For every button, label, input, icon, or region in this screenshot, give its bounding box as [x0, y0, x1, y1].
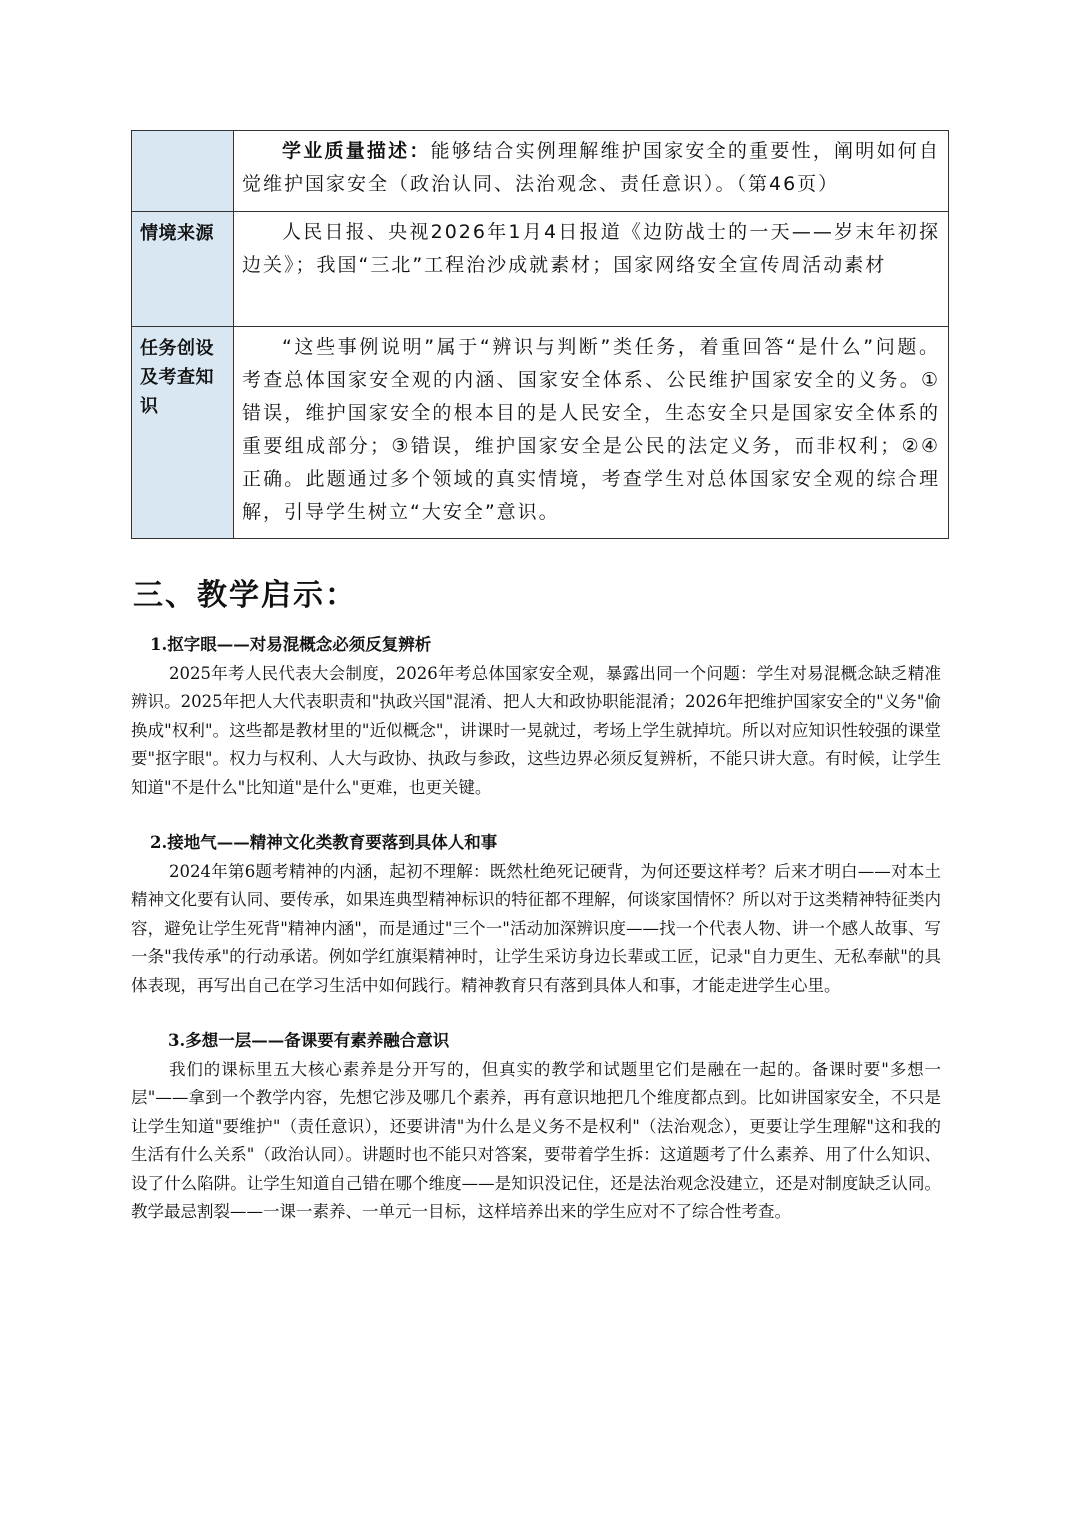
quality-description — [234, 131, 948, 201]
row-label-cell — [132, 212, 234, 327]
subsection-title: 1.抠字眼——对易混概念必须反复辨析 — [150, 635, 432, 654]
subsection-body: 2024年第6题考精神的内涵，起初不理解：既然杜绝死记硬背，为何还要这样考？后来才明白——对本土精神文化要有认同、要传承，如果连典型精神标识的特征都不理解，何谈家国情怀？所以对于这类精神特征类内容，避免让学生死背"精神内涵"，而是通过"三个一"活动加深辨识度——找一个代表人物、讲一个感人故事、写一条"我传承"的行动承诺。例如学红旗渠精神时，让学生采访身边长辈或工匠，记录"自力更生、无私奉献"的具体表现，再写出自己在学习生活中如何践行。精神教育只有落到具体人和事，才能走进学生心里。 — [131, 862, 941, 995]
task-knowledge-text: “这些事例说明”属于“辨识与判断”类任务，着重回答“是什么”问题。考查总体国家安全观的内涵、国家安全体系、公民维护国家安全的义务。①错误，维护国家安全的根本目的是人民安全，生态安全只是国家安全体系的重要组成部分；③错误，维护国家安全是公民的法定义务，而非权利；②④正确。此题通过多个领域的真实情境，考查学生对总体国家安全观的综合理解，引导学生树立“大安全”意识。 — [242, 336, 940, 523]
row-content-cell — [234, 327, 949, 539]
subsection-body: 我们的课标里五大核心素养是分开写的，但真实的教学和试题里它们是融在一起的。备课时要"多想一层"——拿到一个教学内容，先想它涉及哪几个素养，再有意识地把几个维度都点到。比如讲国家安全，不只是让学生知道"要维护"（责任意识），还要讲清"为什么是义务不是权利"（法治观念），更要让学生理解"这和我的生活有什么关系"（政治认同）。讲题时也不能只对答案，要带着学生拆：这道题考了什么素养、用了什么知识、设了什么陷阱。让学生知道自己错在哪个维度——是知识没记住，还是法治观念没建立，还是对制度缺乏认同。教学最忌割裂——一课一素养、一单元一目标，这样培养出来的学生应对不了综合性考查。 — [131, 1060, 941, 1222]
subsection-title: 3.多想一层——备课要有素养融合意识 — [168, 1031, 450, 1050]
quality-description-text: 能够结合实例理解维护国家安全的重要性，阐明如何自觉维护国家安全（政治认同、法治观念、责任意识）。（第46页） — [242, 140, 940, 195]
row-content-cell — [234, 131, 949, 212]
quality-description-lead: 学业质量描述： — [282, 140, 431, 162]
section-heading: 三、教学启示： — [133, 578, 357, 613]
table-row — [132, 212, 949, 327]
row-label: 情境来源 — [140, 223, 214, 244]
row-label — [132, 131, 233, 138]
row-label-cell — [132, 131, 234, 212]
row-content-cell — [234, 212, 949, 327]
table-row — [132, 327, 949, 539]
row-label-cell — [132, 327, 234, 539]
subsection-title: 2.接地气——精神文化类教育要落到具体人和事 — [150, 833, 498, 852]
info-table — [131, 130, 949, 539]
table-row — [132, 131, 949, 212]
subsection-body: 2025年考人民代表大会制度，2026年考总体国家安全观，暴露出同一个问题：学生对易混概念缺乏精准辨识。2025年把人大代表职责和"执政兴国"混淆、把人大和政协职能混淆；2026年把维护国家安全的"义务"偷换成"权利"。这些都是教材里的"近似概念"，讲课时一晃就过，考场上学生就掉坑。所以对应知识性较强的课堂要"抠字眼"。权力与权利、人大与政协、执政与参政，这些边界必须反复辨析，不能只讲大意。有时候，让学生知道"不是什么"比知道"是什么"更难，也更关键。 — [131, 664, 941, 797]
context-source-text: 人民日报、央视2026年1月4日报道《边防战士的一天——岁末年初探边关》；我国“三北”工程治沙成就素材；国家网络安全宣传周活动素材 — [242, 221, 940, 276]
row-label: 任务创设及考查知识 — [140, 338, 214, 417]
